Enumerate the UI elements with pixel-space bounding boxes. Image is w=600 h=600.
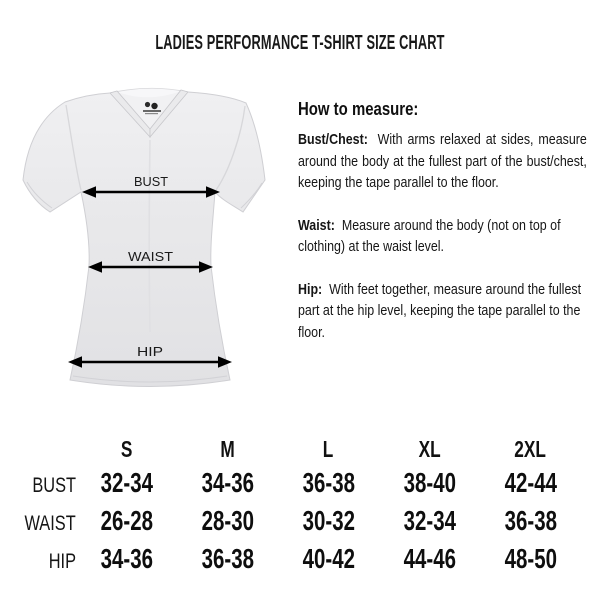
- size-header-spacer: [5, 436, 76, 466]
- page-title-text: LADIES PERFORMANCE T-SHIRT SIZE CHART: [155, 32, 445, 54]
- instruction-hip-text: With feet together, measure around the fullest part at the hip level, keeping the tape parallel to the floor.: [298, 280, 582, 341]
- shirt-body: [23, 89, 265, 386]
- instruction-waist-text: Measure around the body (not on top of clothing) at the waist level.: [298, 216, 561, 255]
- hip-measure-label: HIP: [137, 345, 163, 359]
- size-value-cell: 36-38: [504, 505, 557, 536]
- size-value-cell: 30-32: [302, 505, 355, 536]
- instruction-waist: [298, 215, 587, 258]
- size-value-cell: 34-36: [201, 467, 254, 498]
- size-value-cell: 26-28: [100, 505, 153, 536]
- size-value-cell: 44-46: [403, 543, 456, 574]
- size-chart-table: [5, 436, 581, 580]
- instruction-hip-label: Hip:: [298, 280, 323, 298]
- size-value-cell: 40-42: [302, 543, 355, 574]
- instruction-bust-chest-text: With arms relaxed at sides, measure around the body at the fullest part of the bust/chest, keeping the tape parallel to the floor.: [298, 131, 587, 191]
- size-row-label-waist: WAIST: [24, 512, 76, 535]
- size-header-row: [5, 436, 581, 466]
- measure-instructions: [298, 99, 587, 364]
- size-column-header-xl: XL: [418, 436, 441, 462]
- instruction-hip: [298, 279, 587, 344]
- size-column-header-2xl: 2XL: [514, 436, 547, 462]
- waist-measure-label: WAIST: [128, 250, 174, 264]
- size-value-cell: 48-50: [504, 543, 557, 574]
- size-column-header-l: L: [323, 436, 334, 462]
- instructions-heading: How to measure:: [298, 99, 419, 119]
- instruction-waist-label: Waist:: [298, 216, 335, 234]
- page-title: [0, 32, 600, 55]
- size-value-cell: 42-44: [504, 467, 557, 498]
- size-row-label-bust: BUST: [32, 474, 76, 497]
- size-row-hip: [5, 542, 581, 580]
- instruction-bust-chest-label: Bust/Chest:: [298, 131, 368, 148]
- size-value-cell: 38-40: [403, 467, 456, 498]
- size-column-header-m: M: [220, 436, 235, 462]
- size-row-waist: [5, 504, 581, 542]
- size-value-cell: 32-34: [100, 467, 153, 498]
- tshirt-measurement-diagram: [15, 80, 285, 410]
- size-value-cell: 36-38: [201, 543, 254, 574]
- shirt-illustration: [23, 88, 265, 386]
- size-value-cell: 32-34: [403, 505, 456, 536]
- center-crease: [149, 140, 150, 332]
- size-row-bust: [5, 466, 581, 504]
- bust-measure-label: BUST: [134, 175, 169, 189]
- size-value-cell: 36-38: [302, 467, 355, 498]
- size-value-cell: 28-30: [201, 505, 254, 536]
- size-row-label-hip: HIP: [48, 550, 76, 573]
- size-column-header-s: S: [120, 436, 133, 462]
- instruction-bust-chest: [298, 129, 587, 194]
- size-value-cell: 34-36: [100, 543, 153, 574]
